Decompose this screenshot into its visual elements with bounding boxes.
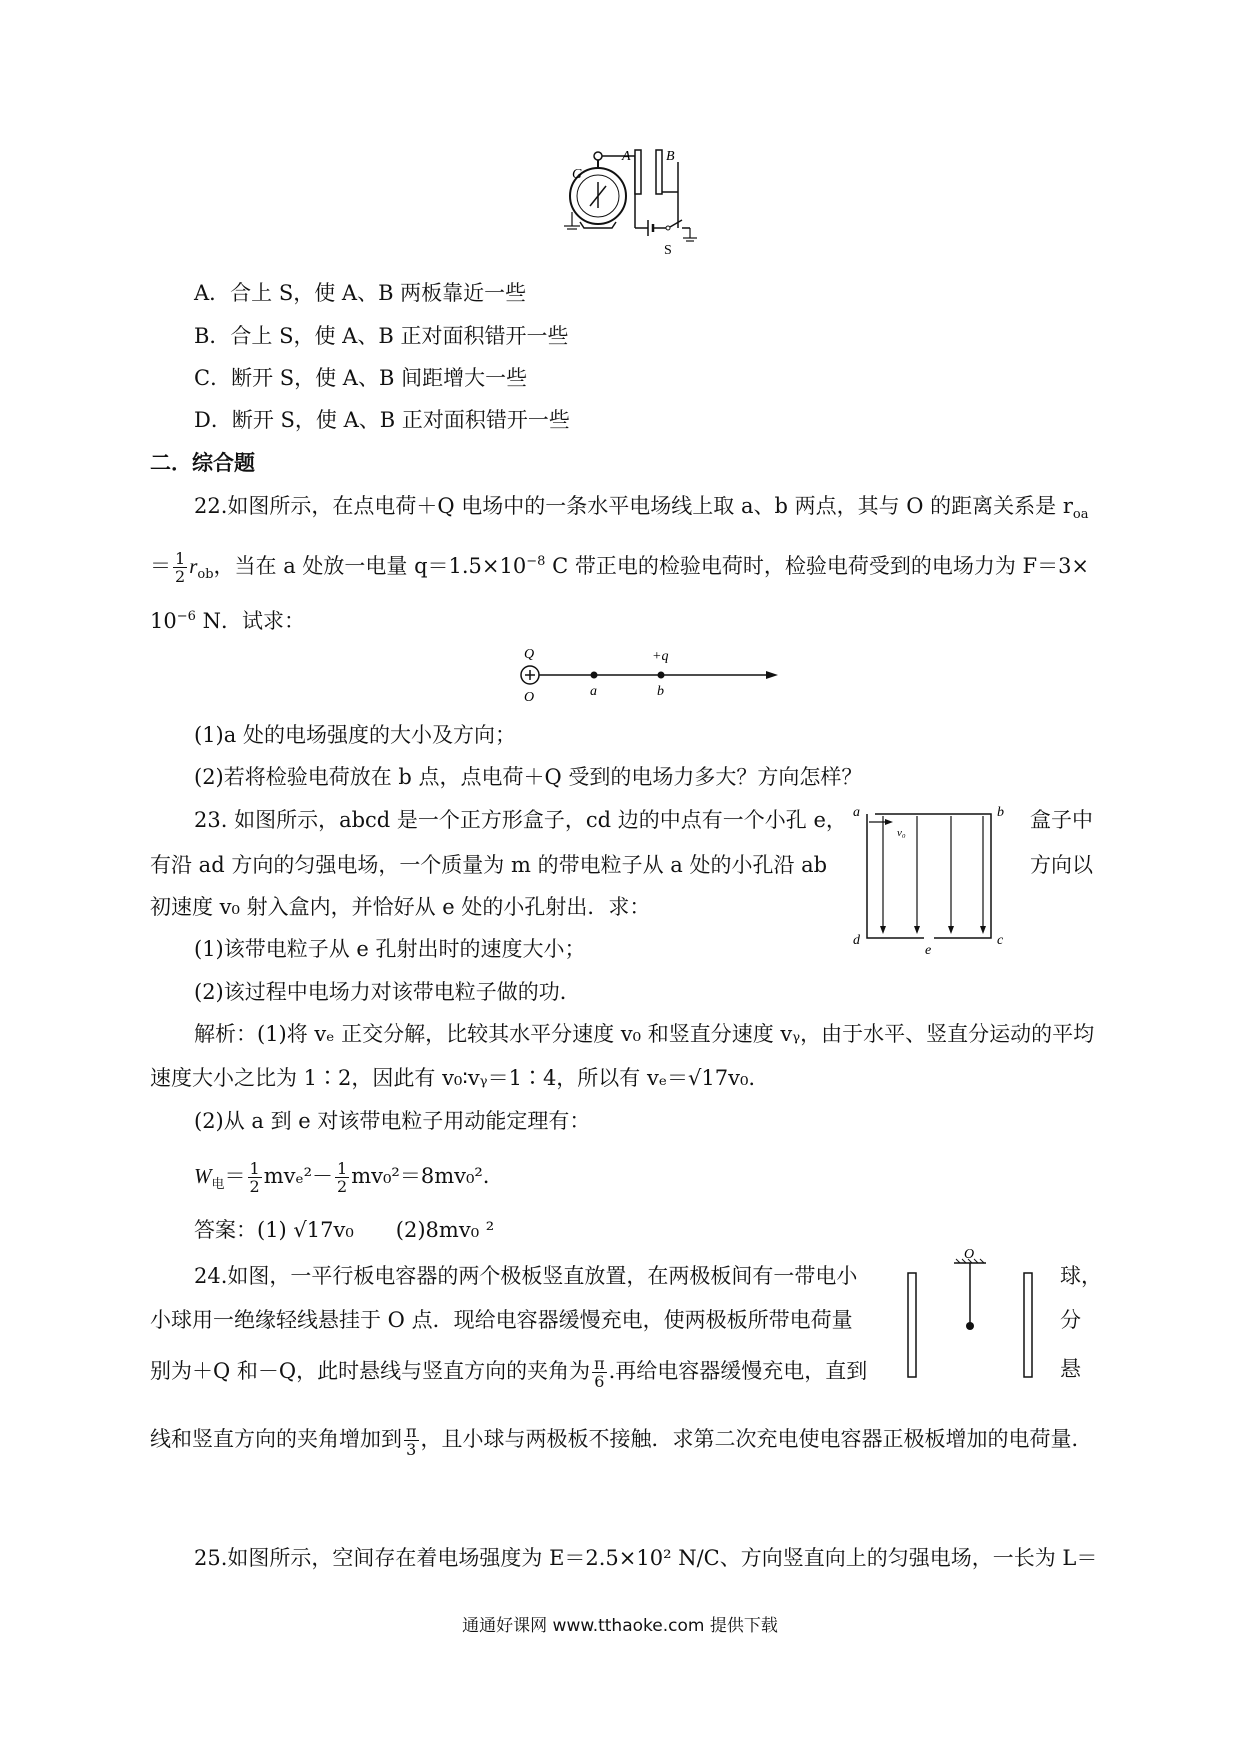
q25-line1: 25.如图所示，空间存在着电场强度为 E＝2.5×10² N/C、方向竖直向上的匀强电场，一长为 L＝	[194, 1546, 1098, 1570]
q23-line2: 有沿 ad 方向的匀强电场，一个质量为 m 的带电粒子从 a 处的小孔沿 ab	[150, 853, 828, 877]
q22-line3	[150, 603, 305, 635]
q21-option-c: C．断开 S，使 A、B 间距增大一些	[194, 366, 528, 390]
fig3-label-d: d	[853, 933, 860, 948]
fig2-label-b: b	[657, 684, 664, 699]
q24-line3	[150, 1355, 867, 1390]
q22-exp2: −6	[176, 609, 196, 624]
q21-option-d: D．断开 S，使 A、B 正对面积错开一些	[194, 408, 570, 432]
q23-sub1: (1)该带电粒子从 e 孔射出时的速度大小；	[194, 937, 586, 961]
capacitor-pendulum-figure	[900, 1245, 1050, 1385]
q23-line2-right: 方向以	[1030, 853, 1093, 877]
q22-line2-pre: ＝	[150, 554, 171, 578]
q23-line3: 初速度 v₀ 射入盒内，并恰好从 e 处的小孔射出．求：	[150, 895, 651, 919]
q22-line2-end: C 带正电的检验电荷时，检验电荷受到的电场力为 F＝3×	[545, 554, 1090, 578]
q22-sub2: (2)若将检验电荷放在 b 点，点电荷＋Q 受到的电场力多大？方向怎样？	[194, 765, 863, 789]
q23-answer: 答案：(1) √17v₀ (2)8mv₀ ²	[194, 1218, 495, 1242]
q23-sub2: (2)该过程中电场力对该带电粒子做的功．	[194, 980, 581, 1004]
section-title: 二．综合题	[150, 450, 255, 475]
q23-frac-2-den: 2	[337, 1177, 348, 1196]
q24-frac-1	[592, 1355, 607, 1390]
q22-frac-den: 2	[175, 567, 186, 586]
q24-line2: 小球用一绝缘轻线悬挂于 O 点．现给电容器缓慢充电，使两极板所带电荷量	[150, 1308, 853, 1332]
q23-solution-2: 速度大小之比为 1∶2，因此有 v₀∶vᵧ＝1∶4，所以有 vₑ＝√17v₀.	[150, 1066, 756, 1090]
q22-line2	[150, 548, 1089, 589]
q22-line3-base: 10	[150, 609, 177, 633]
q24-line4	[150, 1423, 1093, 1458]
q22-exp1: −8	[526, 554, 546, 569]
q23-term-1: mvₑ²－	[263, 1164, 334, 1188]
q23-term-2: mv₀²＝8mv₀².	[351, 1164, 490, 1188]
q23-frac-1	[248, 1160, 262, 1195]
fig2-label-plus-q: +q	[652, 649, 669, 664]
q22-r-sub: ob	[197, 567, 214, 583]
q23-solution-3: (2)从 a 到 e 对该带电粒子用动能定理有：	[194, 1109, 591, 1133]
q24-frac-2	[404, 1423, 419, 1458]
q24-frac-1-num: π	[594, 1354, 605, 1373]
q23-frac-1-den: 2	[249, 1177, 260, 1196]
q21-option-a: A．合上 S，使 A、B 两板靠近一些	[194, 281, 527, 305]
fig2-label-a: a	[590, 684, 597, 699]
q23-line1: 23. 如图所示，abcd 是一个正方形盒子，cd 边的中点有一个小孔 e，	[194, 808, 847, 832]
q24-frac-2-num: π	[406, 1422, 417, 1441]
q24-line2-right: 分	[1060, 1308, 1081, 1332]
fig1-label-g: G	[572, 167, 583, 182]
q23-line1-right: 盒子中	[1030, 808, 1093, 832]
q22-sub1: (1)a 处的电场强度的大小及方向；	[194, 723, 516, 747]
fig2-label-o: O	[524, 690, 535, 705]
q23-frac-2	[335, 1160, 349, 1195]
q24-line3-pre: 别为＋Q 和－Q，此时悬线与竖直方向的夹角为	[150, 1359, 591, 1383]
fig3-label-c: c	[997, 933, 1004, 948]
q22-line1-sub: oa	[1072, 507, 1089, 523]
q22-line3-end: N．试求：	[195, 609, 305, 633]
fig1-label-s: S	[664, 243, 672, 258]
square-box-figure	[845, 800, 1015, 960]
fig3-label-v0: v₀	[897, 827, 906, 839]
q23-solution-4	[194, 1160, 489, 1199]
page-footer: 通通好课网 www.tthaoke.com 提供下载	[462, 1616, 778, 1636]
q23-w: W	[194, 1164, 212, 1188]
q23-solution-1: 解析：(1)将 vₑ 正交分解，比较其水平分速度 v₀ 和竖直分速度 vᵧ，由于水平、竖直分运动的平均	[194, 1022, 1095, 1046]
fig1-label-a: A	[622, 149, 631, 164]
q23-frac-2-num: 1	[337, 1159, 348, 1178]
q23-eq: ＝	[224, 1164, 246, 1188]
q22-line1-text: 22.如图所示，在点电荷＋Q 电场中的一条水平电场线上取 a、b 两点，其与 O 的距离关系是 r	[194, 494, 1073, 518]
fig1-label-b: B	[666, 149, 675, 164]
q24-line4-pre: 线和竖直方向的夹角增加到	[150, 1427, 402, 1451]
fig4-label-o: O	[964, 1247, 975, 1262]
q24-line3-right: 悬	[1060, 1357, 1081, 1381]
fig2-label-q: Q	[524, 647, 535, 662]
q22-line2-post: ，当在 a 处放一电量 q＝1.5×10	[213, 554, 527, 578]
q24-frac-2-den: 3	[406, 1440, 417, 1459]
q22-frac-num: 1	[175, 549, 186, 568]
field-line-figure	[510, 640, 780, 710]
q24-frac-1-den: 6	[594, 1372, 605, 1391]
q24-line3-post: .再给电容器缓慢充电，直到	[608, 1359, 868, 1383]
electrometer-circuit-figure	[560, 148, 740, 268]
fig3-label-e: e	[925, 943, 932, 958]
q24-line4-post: ，且小球与两极板不接触．求第二次充电使电容器正极板增加的电荷量．	[420, 1427, 1093, 1451]
q24-line1: 24.如图，一平行板电容器的两个极板竖直放置，在两极板间有一带电小	[194, 1264, 858, 1288]
fig3-label-b: b	[997, 805, 1004, 820]
q22-r: r	[189, 554, 198, 578]
q22-fraction	[173, 550, 187, 585]
q22-line1	[194, 492, 1088, 529]
q21-option-b: B．合上 S，使 A、B 正对面积错开一些	[194, 324, 569, 348]
q24-line1-right: 球，	[1060, 1264, 1102, 1288]
fig3-label-a: a	[853, 805, 860, 820]
q23-w-sub: 电	[211, 1177, 225, 1193]
q23-frac-1-num: 1	[249, 1159, 260, 1178]
